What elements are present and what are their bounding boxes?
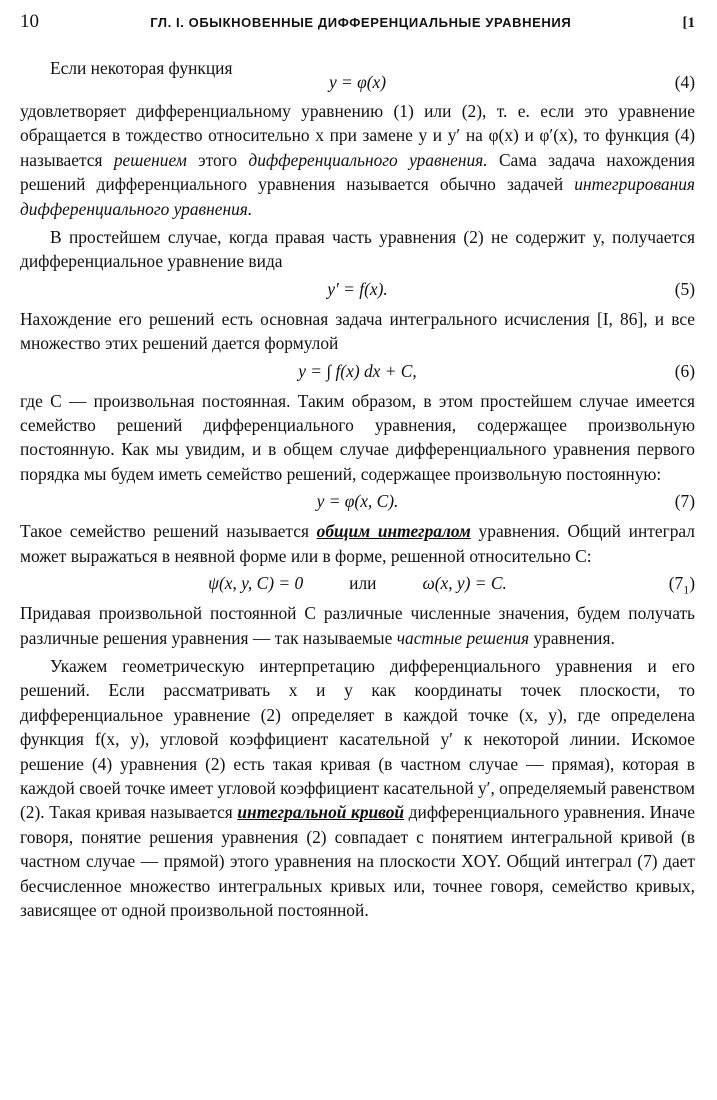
page-header <box>20 10 695 40</box>
paragraph-4-text-a: Укажем геометрическую интерпретацию дифференциального уравнения и его решений. Если рассматривать x и y как координаты точек плоскости, то дифференциальное уравнение (2) определяет в каждой точке (x, y), где определена функция f(x, y), угловой коэффициент касательной y′ к некоторой линии. Искомое решение (4) уравнения (2) есть такая кривая (в частном случае — прямая), которая в каждой своей точке имеет угловой коэффициент касательной y′, определяемый равенством (2). Такая кривая называется <box>20 655 695 823</box>
equation-6-number: (6) <box>674 360 695 381</box>
term-differential-equation: дифференциального уравнения. <box>248 149 488 170</box>
paragraph-3-text-d: уравнения. <box>533 627 615 648</box>
equation-7-1-resolved: ω(x, y) = C. <box>422 573 507 594</box>
paragraph-2-constant: где C — произвольная постоянная. Таким образом, в этом простейшем случае имеется семейство решений дифференциального уравнения, содержащее произвольную постоянную. Как мы увидим, и в общем случае дифференциального уравнения первого порядка мы будем иметь семейство решений, содержащее произвольную постоянную: <box>20 390 695 484</box>
equation-7-1-implicit: ψ(x, y, C) = 0 <box>208 573 304 594</box>
page <box>20 10 695 922</box>
paragraph-2-continued: Нахождение его решений есть основная задача интегрального исчисления [I, 86], и все множество этих решений дается формулой <box>20 308 695 354</box>
equation-5-number: (5) <box>674 278 695 299</box>
paragraph-2: В простейшем случае, когда правая часть уравнения (2) не содержит y, получается дифференциальное уравнение вида <box>20 227 695 272</box>
term-integration: интегрирования дифференциального уравнения. <box>20 174 695 219</box>
paragraph-1-text-a: удовлетворяет дифференциальному уравнению (1) или (2), т. е. если это уравнение обращается в тождество относительно x при замене y и y′ на φ(x) и φ′(x), то функция (4) называется <box>20 101 695 170</box>
equation-7-number: (7) <box>674 491 695 512</box>
equation-7-row <box>20 489 695 516</box>
paragraph-4 <box>20 654 695 922</box>
term-particular-solutions: частные решения <box>396 627 530 648</box>
equation-6: y = ∫ f(x) dx + C, <box>298 360 417 381</box>
equation-6-row <box>20 359 695 386</box>
equation-7-1-number <box>669 571 695 602</box>
equation-4-row <box>20 56 695 92</box>
equation-7-1-row <box>20 571 695 598</box>
paragraph-3-text-c: Придавая произвольной постоянной C различные численные значения, будем получать различные решения уравнения — так называемые <box>20 603 695 648</box>
equation-7-1-or: или <box>349 573 377 594</box>
paragraph-3-particular <box>20 601 695 650</box>
term-general-integral: общим интегралом <box>316 521 471 542</box>
paragraph-3-text-a: Такое семейство решений называется <box>20 521 309 542</box>
paragraph-lead: Если некоторая функция <box>50 58 233 78</box>
paragraph-1 <box>20 99 695 221</box>
equation-4-number: (4) <box>674 72 695 92</box>
equation-4: y = φ(x) <box>328 72 387 92</box>
equation-5: y′ = f(x). <box>327 278 388 299</box>
section-number: [1 <box>682 15 695 31</box>
paragraph-3-text-b: уравнения. Общий интеграл может выражаться в неявной форме или в форме, решенной относительно C: <box>20 521 695 566</box>
paragraph-4-text-b: дифференциального уравнения. Иначе говоря, понятие решения уравнения (2) совпадает с понятием интегральной кривой (в частном случае — прямой) этого уравнения на плоскости XOY. Общий интеграл (7) дает бесчисленное множество интегральных кривых или, точнее говоря, семейство кривых, зависящее от одной произвольной постоянной. <box>20 802 695 920</box>
equation-7-1-number-sub: 1 <box>683 582 690 597</box>
term-solution: решением <box>113 149 187 170</box>
paragraph-1-text-b: этого <box>198 149 238 170</box>
equation-7-1-number-close: ) <box>689 573 695 594</box>
equation-7-1 <box>20 571 695 595</box>
paragraph-3 <box>20 519 695 568</box>
page-number: 10 <box>20 11 39 32</box>
equation-7-1-number-main: (7 <box>668 573 684 594</box>
equation-5-row <box>20 277 695 304</box>
equation-7: y = φ(x, C). <box>316 491 399 512</box>
term-integral-curve: интегральной кривой <box>237 802 405 823</box>
running-title: ГЛ. I. ОБЫКНОВЕННЫЕ ДИФФЕРЕНЦИАЛЬНЫЕ УРАВНЕНИЯ <box>150 15 572 30</box>
paragraph-1-text-c: Сама задача нахождения решений дифференциального уравнения называется обычно задачей <box>20 149 695 195</box>
